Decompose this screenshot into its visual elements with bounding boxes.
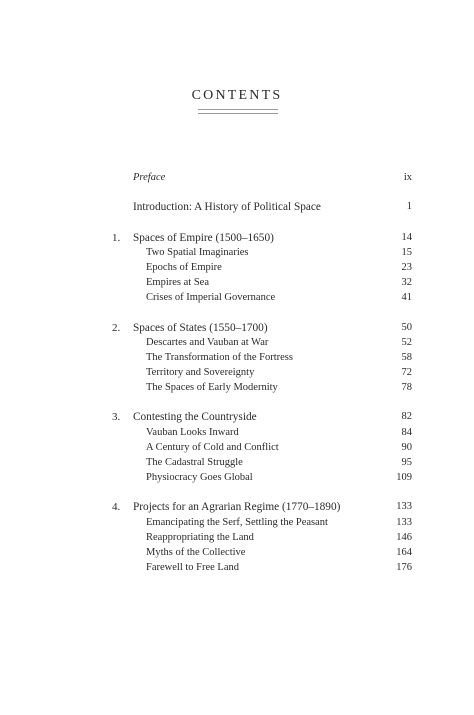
toc-section[interactable] bbox=[0, 455, 474, 471]
section-title: Epochs of Empire bbox=[146, 262, 222, 273]
chapter-page: 50 bbox=[401, 322, 412, 333]
toc-section[interactable] bbox=[0, 245, 474, 261]
toc-section[interactable] bbox=[0, 425, 474, 441]
chapter-number: 1. bbox=[112, 232, 121, 244]
section-title: Empires at Sea bbox=[146, 277, 209, 288]
section-page: 78 bbox=[401, 382, 412, 393]
section-page: 164 bbox=[396, 547, 412, 558]
chapter-number: 3. bbox=[112, 411, 121, 423]
toc-entry-title: Introduction: A History of Political Space bbox=[133, 201, 321, 213]
toc-entry-preface[interactable] bbox=[0, 170, 474, 186]
section-title: Descartes and Vauban at War bbox=[146, 337, 269, 348]
section-page: 146 bbox=[396, 532, 412, 543]
toc-section[interactable] bbox=[0, 260, 474, 276]
toc-chapter-4[interactable] bbox=[0, 499, 474, 515]
chapter-page: 82 bbox=[401, 411, 412, 422]
section-title: The Transformation of the Fortress bbox=[146, 352, 293, 363]
chapter-title: Contesting the Countryside bbox=[133, 411, 257, 423]
toc-section[interactable] bbox=[0, 530, 474, 546]
chapter-number: 2. bbox=[112, 322, 121, 334]
section-title: Two Spatial Imaginaries bbox=[146, 247, 249, 258]
toc-section[interactable] bbox=[0, 275, 474, 291]
section-title: The Cadastral Struggle bbox=[146, 457, 243, 468]
toc-section[interactable] bbox=[0, 440, 474, 456]
contents-heading: CONTENTS bbox=[191, 88, 283, 103]
chapter-page: 14 bbox=[401, 232, 412, 243]
toc-section[interactable] bbox=[0, 290, 474, 306]
toc-entry-page: ix bbox=[403, 172, 412, 183]
section-title: The Spaces of Early Modernity bbox=[146, 382, 278, 393]
section-page: 109 bbox=[396, 472, 412, 483]
section-page: 32 bbox=[401, 277, 412, 288]
section-page: 84 bbox=[401, 427, 412, 438]
toc-section[interactable] bbox=[0, 350, 474, 366]
toc-chapter-1[interactable] bbox=[0, 230, 474, 246]
section-page: 90 bbox=[401, 442, 412, 453]
section-page: 41 bbox=[401, 292, 412, 303]
heading-rule bbox=[198, 109, 278, 114]
section-page: 72 bbox=[401, 367, 412, 378]
section-title: Vauban Looks Inward bbox=[146, 427, 239, 438]
toc-section[interactable] bbox=[0, 470, 474, 486]
chapter-title: Spaces of States (1550–1700) bbox=[133, 322, 268, 334]
toc-entry-title: Preface bbox=[133, 172, 166, 183]
section-page: 133 bbox=[396, 517, 412, 528]
section-title: Emancipating the Serf, Settling the Peasant bbox=[146, 517, 328, 528]
section-page: 52 bbox=[401, 337, 412, 348]
toc-chapter-3[interactable] bbox=[0, 409, 474, 425]
section-page: 95 bbox=[401, 457, 412, 468]
chapter-number: 4. bbox=[112, 501, 121, 513]
section-title: A Century of Cold and Conflict bbox=[146, 442, 279, 453]
toc-section[interactable] bbox=[0, 380, 474, 396]
toc-section[interactable] bbox=[0, 515, 474, 531]
section-title: Myths of the Collective bbox=[146, 547, 246, 558]
toc-entry-introduction[interactable] bbox=[0, 199, 474, 215]
chapter-page: 133 bbox=[396, 501, 412, 512]
section-page: 23 bbox=[401, 262, 412, 273]
toc-section[interactable] bbox=[0, 335, 474, 351]
section-title: Physiocracy Goes Global bbox=[146, 472, 253, 483]
section-title: Farewell to Free Land bbox=[146, 562, 240, 573]
section-page: 176 bbox=[396, 562, 412, 573]
chapter-title: Spaces of Empire (1500–1650) bbox=[133, 232, 274, 244]
section-page: 58 bbox=[401, 352, 412, 363]
toc-chapter-2[interactable] bbox=[0, 320, 474, 336]
section-title: Crises of Imperial Governance bbox=[146, 292, 276, 303]
section-page: 15 bbox=[401, 247, 412, 258]
section-title: Territory and Sovereignty bbox=[146, 367, 255, 378]
toc-entry-page: 1 bbox=[406, 201, 412, 212]
toc-section[interactable] bbox=[0, 545, 474, 561]
toc-section[interactable] bbox=[0, 365, 474, 381]
chapter-title: Projects for an Agrarian Regime (1770–1890) bbox=[133, 501, 341, 513]
section-title: Reappropriating the Land bbox=[146, 532, 254, 543]
toc-section[interactable] bbox=[0, 560, 474, 576]
